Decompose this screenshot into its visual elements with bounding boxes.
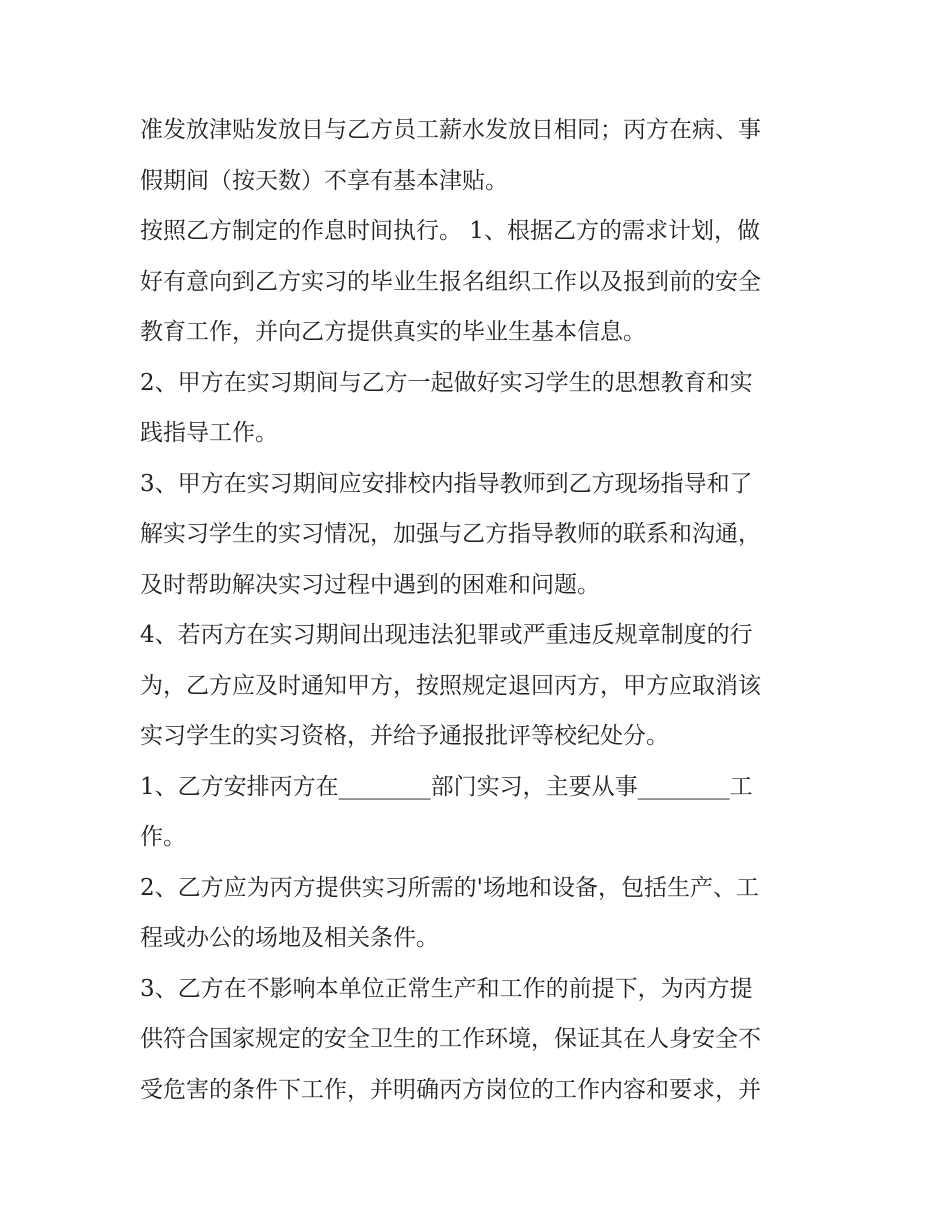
- text-line: 解实习学生的实习情况，加强与乙方指导教师的联系和沟通，: [140, 521, 761, 547]
- text-line: 3、乙方在不影响本单位正常生产和工作的前提下，为丙方提: [140, 975, 753, 1002]
- text-line: 实习学生的实习资格，并给予通报批评等校纪处分。: [140, 723, 669, 749]
- paragraph-party-a-item-2: [140, 358, 820, 459]
- paragraph-party-b-item-1: [140, 762, 820, 863]
- paragraph-party-b-item-2: [140, 863, 820, 964]
- text-line: 受危害的条件下工作，并明确丙方岗位的工作内容和要求，并: [140, 1076, 761, 1103]
- text-line: 准发放津贴发放日与乙方员工薪水发放日相同；丙方在病、事: [140, 117, 761, 143]
- paragraph-party-a-item-3: [140, 459, 820, 611]
- text-line: 教育工作，并向乙方提供真实的毕业生基本信息。: [140, 319, 646, 345]
- text-line: 4、若丙方在实习期间出现违法犯罪或严重违反规章制度的行: [140, 622, 753, 648]
- text-line: 作。: [140, 824, 186, 850]
- text-line: 1、乙方安排丙方在________部门实习，主要从事________工: [140, 773, 753, 800]
- document-body: [140, 105, 820, 1115]
- paragraph-party-b-item-3: [140, 964, 820, 1116]
- text-line: 程或办公的场地及相关条件。: [140, 925, 439, 951]
- text-line: 2、甲方在实习期间与乙方一起做好实习学生的思想教育和实: [140, 369, 753, 396]
- text-line: 好有意向到乙方实习的毕业生报名组织工作以及报到前的安全: [140, 268, 761, 295]
- text-line: 践指导工作。: [140, 420, 278, 446]
- text-line: 及时帮助解决实习过程中遇到的困难和问题。: [140, 571, 600, 598]
- text-line: 为，乙方应及时通知甲方，按照规定退回丙方，甲方应取消该: [140, 672, 761, 699]
- text-line: 按照乙方制定的作息时间执行。 1、根据乙方的需求计划，做: [140, 218, 760, 244]
- paragraph-party-a-item-4: [140, 610, 820, 762]
- text-line: 假期间（按天数）不享有基本津贴。: [140, 167, 508, 194]
- text-line: 供符合国家规定的安全卫生的工作环境，保证其在人身安全不: [140, 1026, 761, 1052]
- paragraph-allowance: [140, 105, 820, 206]
- paragraph-schedule: [140, 206, 820, 358]
- text-line: 3、甲方在实习期间应安排校内指导教师到乙方现场指导和了: [140, 470, 753, 497]
- text-line: 2、乙方应为丙方提供实习所需的'场地和设备，包括生产、工: [140, 874, 759, 901]
